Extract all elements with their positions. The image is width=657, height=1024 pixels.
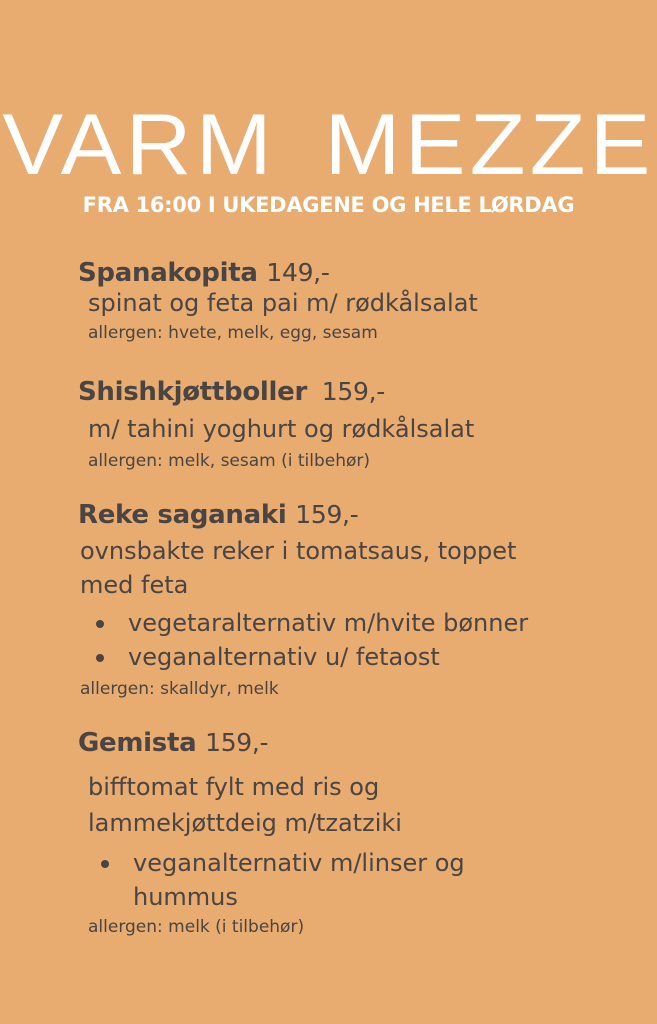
item-description: ovnsbakte reker i tomatsaus, toppet bbox=[80, 537, 517, 565]
page-title: VARM MEZZE bbox=[2, 97, 655, 193]
bullet-icon bbox=[101, 860, 109, 868]
item-description: med feta bbox=[80, 571, 189, 599]
item-allergen: allergen: hvete, melk, egg, sesam bbox=[88, 323, 378, 343]
item-description: m/ tahini yoghurt og rødkålsalat bbox=[88, 415, 475, 443]
item-price: 159,- bbox=[295, 500, 359, 529]
menu-item-shishkjottboller bbox=[78, 377, 385, 407]
option-item: veganalternativ m/linser og bbox=[101, 846, 465, 880]
item-description: bifftomat fylt med ris og bbox=[88, 773, 380, 801]
option-item: vegetaralternativ m/hvite bønner bbox=[96, 606, 528, 640]
item-price: 159,- bbox=[205, 728, 269, 757]
item-name: Reke saganaki bbox=[78, 500, 287, 530]
menu-item-gemista bbox=[78, 728, 268, 758]
item-price: 149,- bbox=[266, 258, 330, 287]
bullet-icon bbox=[96, 620, 104, 628]
item-description: lammekjøttdeig m/tzatziki bbox=[88, 809, 402, 837]
option-item: veganalternativ u/ fetaost bbox=[96, 640, 528, 674]
item-allergen: allergen: melk (i tilbehør) bbox=[88, 917, 305, 937]
item-name: Gemista bbox=[78, 728, 197, 758]
item-name: Spanakopita bbox=[78, 258, 258, 288]
item-options bbox=[101, 846, 465, 914]
item-allergen: allergen: skalldyr, melk bbox=[80, 679, 279, 699]
item-description: spinat og feta pai m/ rødkålsalat bbox=[88, 289, 478, 317]
item-allergen: allergen: melk, sesam (i tilbehør) bbox=[88, 451, 371, 471]
option-item: hummus bbox=[133, 883, 238, 911]
item-name: Shishkjøttboller bbox=[78, 377, 308, 407]
item-price: 159,- bbox=[321, 377, 385, 406]
menu-item-spanakopita bbox=[78, 258, 330, 288]
item-options bbox=[96, 606, 528, 674]
menu-item-reke-saganaki bbox=[78, 500, 358, 530]
bullet-icon bbox=[96, 654, 104, 662]
page-subtitle: FRA 16:00 I UKEDAGENE OG HELE LØRDAG bbox=[82, 193, 575, 217]
